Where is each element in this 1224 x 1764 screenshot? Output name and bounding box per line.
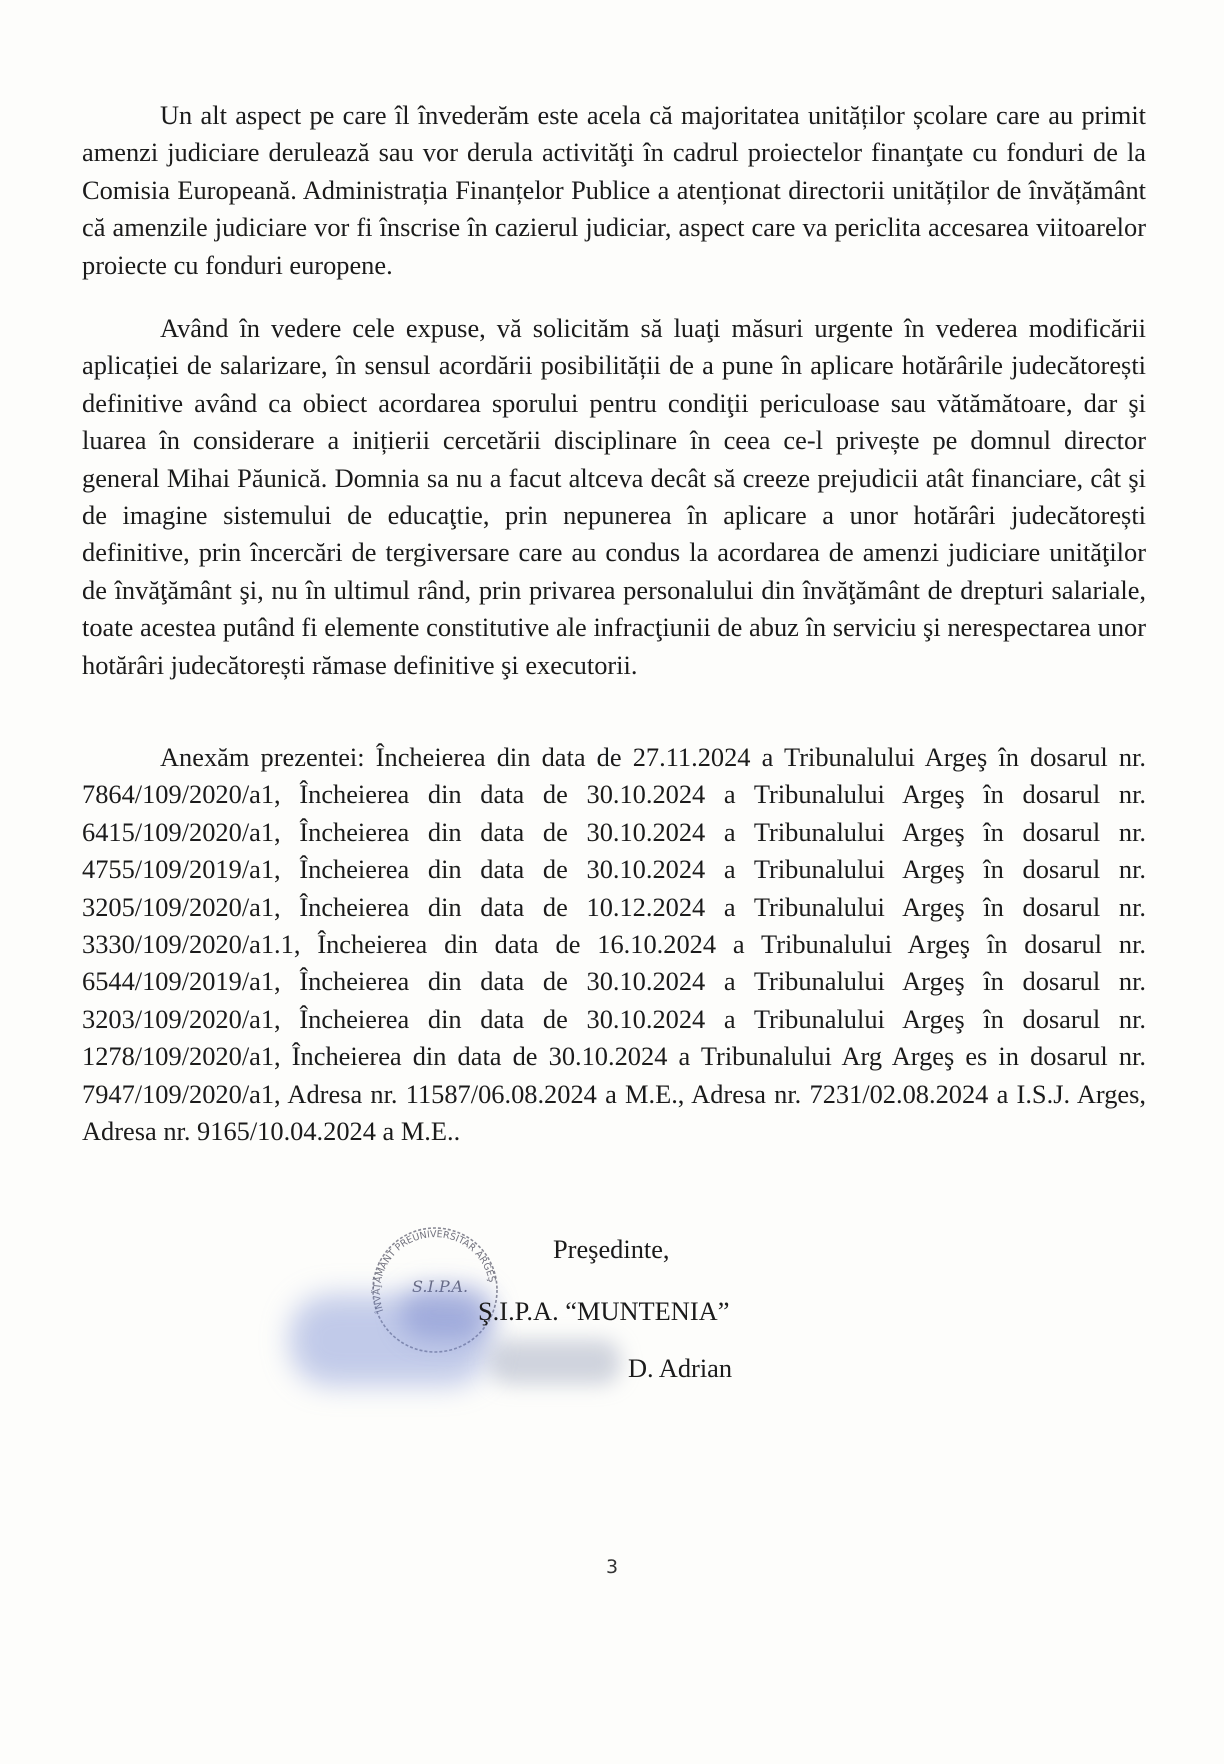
signature-title: Preşedinte,: [553, 1234, 670, 1264]
paragraph-annexes: [82, 739, 1146, 1150]
paragraph-request: [82, 310, 1146, 684]
redacted-first-name: [490, 1340, 620, 1384]
paragraph-2-text: Având în vedere cele expuse, vă solicităm să luaţi măsuri urgente în vederea modificării aplicației de salarizare, în sensul acordării posibilității de a pune în aplicare hotărârile judecătorești definitive având ca obiect acordarea sporului pentru condiţii periculoase sau vătămătoare, dar şi luarea în considerare a inițierii cercetării disciplinare în ceea ce-l privește pe domnul director general Mihai Păunică. Domnia sa nu a facut altceva decât să creeze prejudicii atât financiare, cât şi de imagine sistemului de educaţtie, prin nepunerea în aplicare a unor hotărâri judecătorești definitive, prin încercări de tergiversare care au condus la acordarea de amenzi judiciare unităţilor de învăţământ şi, nu în ultimul rând, prin privarea personalului din învăţământ de drepturi salariale, toate acestea putând fi elemente constitutive ale infracţiunii de abuz în serviciu şi nerespectarea unor hotărâri judecătorești rămase definitive şi executorii.: [82, 313, 1146, 680]
page-number: 3: [605, 1556, 619, 1578]
paragraph-3-text: Anexăm prezentei: Încheierea din data de 27.11.2024 a Tribunalului Argeş în dosarul nr. 7864/109/2020/a1, Încheierea din data de 30.10.2024 a Tribunalului Argeş în dosarul nr. 6415/109/2020/a1, Încheierea din data de 30.10.2024 a Tribunalului Argeş în dosarul nr. 4755/109/2019/a1, Încheierea din data de 30.10.2024 a Tribunalului Argeş în dosarul nr. 3205/109/2020/a1, Încheierea din data de 10.12.2024 a Tribunalului Argeş în dosarul nr. 3330/109/2020/a1.1, Încheierea din data de 16.10.2024 a Tribunalului Argeş în dosarul nr. 6544/109/2019/a1, Încheierea din data de 30.10.2024 a Tribunalului Argeş în dosarul nr. 3203/109/2020/a1, Încheierea din data de 30.10.2024 a Tribunalului Argeş în dosarul nr. 1278/109/2020/a1, Încheierea din data de 30.10.2024 a Tribunalului Arg Argeş es in dosarul nr. 7947/109/2020/a1, Adresa nr. 11587/06.08.2024 a M.E., Adresa nr. 7231/02.08.2024 a I.S.J. Arges, Adresa nr. 9165/10.04.2024 a M.E..: [82, 742, 1146, 1147]
stamp-ring-text: ÎNVĂŢĂMÂNT PREUNIVERSITAR ARGEŞ: [371, 1229, 498, 1314]
paragraph-fines-aspect: [82, 97, 1146, 284]
stamp-center-text: S.I.P.A.: [412, 1277, 469, 1296]
signature-organization: Ş.I.P.A. “MUNTENIA”: [478, 1296, 730, 1326]
paragraph-1-text: Un alt aspect pe care îl învederăm este acela că majoritatea unităților școlare care au primit amenzi judiciare derulează sau vor derula activităţi în cadrul proiectelor finanţate cu fonduri de la Comisia Europeană. Administrația Finanțelor Publice a atenționat directorii unităților de învățământ că amenzile judiciare vor fi înscrise în cazierul judiciar, aspect care va periclita accesarea viitoarelor proiecte cu fonduri europene.: [82, 100, 1146, 280]
signature-name: D. Adrian: [628, 1353, 733, 1383]
